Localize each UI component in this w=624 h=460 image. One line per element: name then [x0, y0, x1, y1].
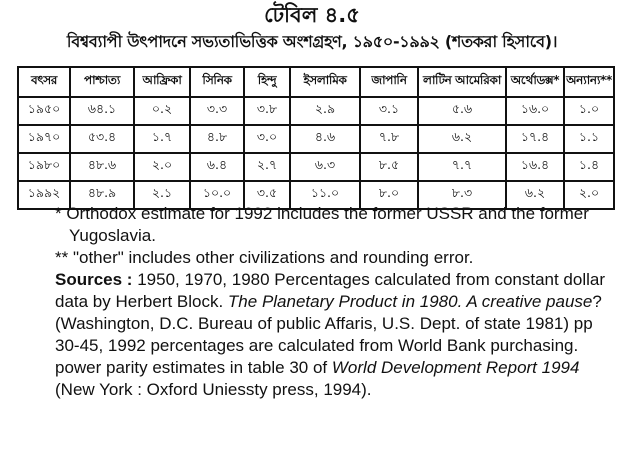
sources-title-planetary-product: The Planetary Product in 1980. A creative pause [227, 292, 593, 311]
note-orthodox: * Orthodox estimate for 1992 includes the former USSR and the former Yugoslavia. [55, 204, 589, 245]
table-row [18, 97, 614, 125]
sources-text-b: ? (Washington, D.C. Bureau of public Affaris, U.S. Dept. of state 1981) pp 30-45, 1992 percentages are calculated from World Bank purchasing. power parity estimates in table 30 of [55, 292, 602, 377]
table-row [18, 125, 614, 153]
table-cell: ৬.৪ [190, 153, 244, 181]
table-cell: ১৯৯২ [18, 181, 70, 209]
table-notes [55, 203, 615, 401]
table-cell: ৫.৬ [418, 97, 506, 125]
table-cell: ৩.৮ [244, 97, 290, 125]
table-cell: ১.৭ [134, 125, 190, 153]
table-cell: ৬.৩ [290, 153, 360, 181]
header-cell-japanese: জাপানি [360, 67, 418, 97]
table-cell: ৪৮.৯ [70, 181, 134, 209]
table-cell: ৬৪.১ [70, 97, 134, 125]
table-cell: ২.০ [564, 181, 614, 209]
table-cell: ৭.৭ [418, 153, 506, 181]
table-cell: ২.৯ [290, 97, 360, 125]
sources-text-a: 1950, 1970, 1980 Percentages calculated from constant dollar data by Herbert Block. [55, 270, 606, 311]
table-cell: ১৯৭০ [18, 125, 70, 153]
sources-title-world-development-report: World Development Report 1994 [331, 358, 580, 377]
header-row [18, 67, 614, 97]
table-cell: ২.১ [134, 181, 190, 209]
table-cell: ১.১ [564, 125, 614, 153]
table-cell: ১০.০ [190, 181, 244, 209]
table-cell: ৩.১ [360, 97, 418, 125]
table-cell: ১৬.৪ [506, 153, 564, 181]
table-title: টেবিল ৪.৫ [264, 3, 360, 27]
table-cell: ৩.০ [244, 125, 290, 153]
table-cell: ৪.৬ [290, 125, 360, 153]
table-cell: ৬.২ [418, 125, 506, 153]
sources-text-c: (New York : Oxford Uniessty press, 1994). [55, 380, 372, 399]
table-cell: ১৭.৪ [506, 125, 564, 153]
note-sources [55, 269, 615, 401]
note-other: ** "other" includes other civilizations and rounding error. [55, 248, 474, 267]
table-cell: ৮.০ [360, 181, 418, 209]
header-cell-year: বৎসর [18, 67, 70, 97]
table-cell: ১৯৫০ [18, 97, 70, 125]
table-cell: ১১.০ [290, 181, 360, 209]
header-cell-other: অন্যান্য** [564, 67, 614, 97]
table-cell: ৮.৩ [418, 181, 506, 209]
header-cell-african: আফ্রিকা [134, 67, 190, 97]
table-cell: ১৯৮০ [18, 153, 70, 181]
table-cell: ০.২ [134, 97, 190, 125]
header-cell-hindu: হিন্দু [244, 67, 290, 97]
table-cell: ১৬.০ [506, 97, 564, 125]
table-cell: ২.৭ [244, 153, 290, 181]
table-cell: ৫৩.৪ [70, 125, 134, 153]
data-table [17, 66, 615, 210]
header-cell-latin-american: লাটিন আমেরিকা [418, 67, 506, 97]
table-cell: ১.০ [564, 97, 614, 125]
header-cell-western: পাশ্চাত্য [70, 67, 134, 97]
table-cell: ৮.৫ [360, 153, 418, 181]
table-row [18, 153, 614, 181]
header-cell-islamic: ইসলামিক [290, 67, 360, 97]
table-cell: ৩.৫ [244, 181, 290, 209]
table-cell: ৪.৮ [190, 125, 244, 153]
table-cell: ৭.৮ [360, 125, 418, 153]
table-cell: ৩.৩ [190, 97, 244, 125]
sources-label: Sources : [55, 270, 133, 289]
table-cell: ৬.২ [506, 181, 564, 209]
table-cell: ২.০ [134, 153, 190, 181]
table-subtitle: বিশ্বব্যাপী উৎপাদনে সভ্যতাভিত্তিক অংশগ্রহণ, ১৯৫০-১৯৯২ (শতকরা হিসাবে)। [66, 32, 558, 51]
header-cell-orthodox: অর্থোডক্স* [506, 67, 564, 97]
table-cell: ১.৪ [564, 153, 614, 181]
table-cell: ৪৮.৬ [70, 153, 134, 181]
header-cell-sinic: সিনিক [190, 67, 244, 97]
